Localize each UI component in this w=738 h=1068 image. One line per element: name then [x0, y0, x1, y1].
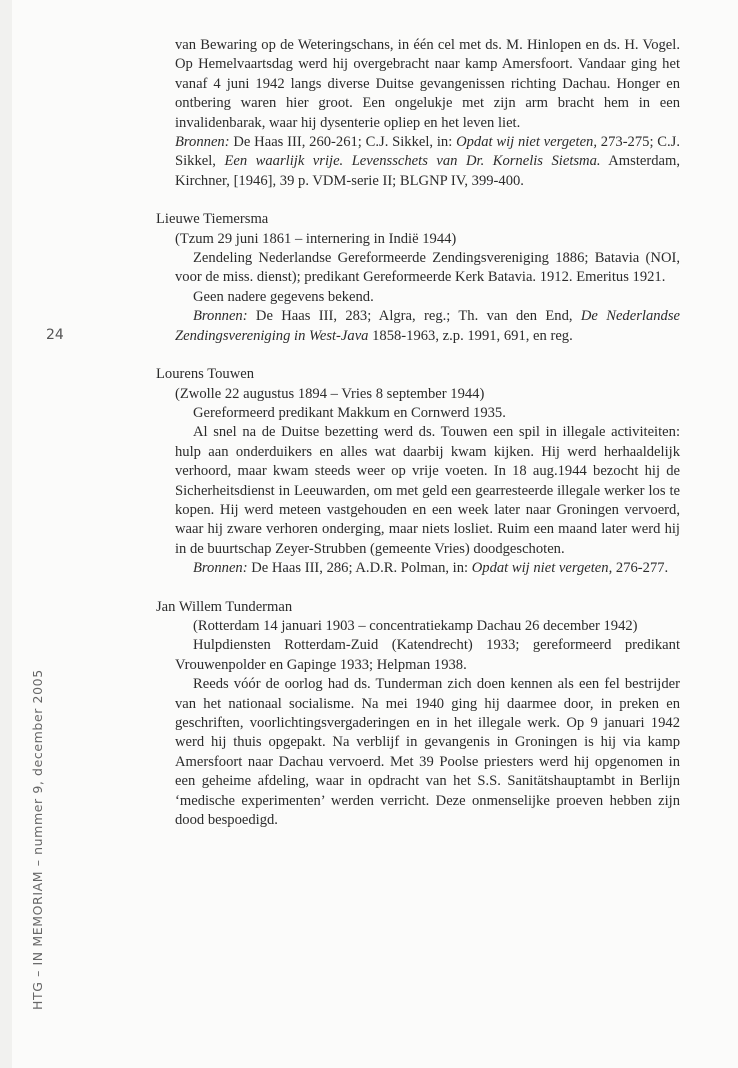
sources-part: 273-275; C.J. Sikkel,: [175, 134, 680, 170]
sources-part: Opdat wij niet vergeten,: [456, 134, 598, 151]
sources-part: Opdat wij niet vergeten,: [471, 560, 613, 577]
intro-paragraph: van Bewaring op de Weteringschans, in één cel met ds. M. Hinlopen en ds. H. Vogel. Op Hemelvaartsdag werd hij overgebracht naar kamp Amersfoort. Vandaar ging het vanaf 4 juni 1942 langs diverse Duitse gevangenissen richting Dachau. Honger en ontbering waren hier groot. Een ongelukje met zijn arm bracht hem in een invalidenbarak, waar hij dysenterie opliep en het leven liet.: [175, 37, 680, 131]
entry-career: Hulpdiensten Rotterdam-Zuid (Katendrecht) 1933; gereformeerd predikant Vrouwenpolder en Gapinge 1933; Helpman 1938.: [175, 637, 680, 673]
sources-part: Amsterdam, Kirchner, [1946], 39 p. VDM-serie II; BLGNP IV, 399-400.: [175, 153, 680, 189]
intro-continuation: [175, 36, 680, 191]
entry-sources: [175, 307, 680, 346]
sources-part: Een waarlijk vrije. Levensschets van Dr. Kornelis Sietsma.: [224, 153, 601, 170]
entry-touwen: [156, 365, 680, 578]
entry-career: Zendeling Nederlandse Gereformeerde Zendingsvereniging 1886; Batavia (NOI, voor de miss. dienst); predikant Gereformeerde Kerk Batavia. 1912. Emeritus 1921.: [175, 250, 680, 286]
sources-part: De Haas III, 286; A.D.R. Polman, in:: [247, 560, 472, 577]
entry-dates: (Zwolle 22 augustus 1894 – Vries 8 september 1944): [175, 385, 485, 402]
entry-career: Gereformeerd predikant Makkum en Cornwerd 1935.: [193, 404, 506, 421]
entry-sources: [175, 559, 680, 578]
intro-sources: [175, 133, 680, 191]
spine-running-title: HTG – IN MEMORIAM – nummer 9, december 2005: [30, 669, 45, 1010]
entry-name: Jan Willem Tunderman: [156, 598, 293, 615]
sources-part: De Haas III, 260-261; C.J. Sikkel, in:: [229, 134, 457, 151]
entry-dates: (Rotterdam 14 januari 1903 – concentratiekamp Dachau 26 december 1942): [193, 617, 638, 634]
entry-bio: Al snel na de Duitse bezetting werd ds. Touwen een spil in illegale activiteiten: hulp aan onderduikers en alles wat daarbij kwam kijken. Hij werd herhaaldelijk verhoord, maar kwam steeds weer op vrije voeten. In 18 aug.1944 bezocht hij de Sicherheitsdienst in Leeuwarden, om met geld een gearresteerde illegale werker los te kopen. Hij werd meteen vastgehouden en een week later naar Groningen vervoerd, waar hij zware verhoren onderging, maar niets losliet. Ruim een maand later werd hij in de buurtschap Zeyer-Strubben (gemeente Vries) doodgeschoten.: [175, 424, 680, 557]
entry-name: Lieuwe Tiemersma: [156, 211, 269, 228]
entry-note: Geen nadere gegevens bekend.: [193, 288, 374, 305]
entry-dates: (Tzum 29 juni 1861 – internering in Indië 1944): [175, 230, 457, 247]
page-number: 24: [46, 327, 64, 343]
entry-bio: Reeds vóór de oorlog had ds. Tunderman zich doen kennen als een fel bestrijder van het nationaal socialisme. Na mei 1940 ging hij daarmee door, in preken en geschriften, voorlichtingsvergaderingen en in het illegale werk. Op 9 januari 1942 werd hij thuis opgepakt. Na verblijf in gevangenis in Groningen is hij via kamp Amersfoort naar Dachau vervoerd. Met 39 Poolse priesters werd hij opgenomen in een geheime afdeling, waar in opdracht van het S.S. Sanitätshauptambt in Berlijn ‘medische experimenten’ werden verricht. Deze onmenselijke proeven hebben zijn dood bespoedigd.: [175, 676, 680, 829]
sources-label: Bronnen:: [175, 134, 230, 151]
entry-body: [175, 385, 680, 579]
entry-name: Lourens Touwen: [156, 366, 255, 383]
entry-tiemersma: [156, 210, 680, 346]
page-edge: [0, 0, 12, 1068]
sources-part: 276-277.: [612, 560, 669, 577]
sources-part: De Nederlandse Zendingsvereniging in West-Java: [175, 308, 680, 344]
entry-tunderman: [156, 598, 680, 831]
sources-label: Bronnen:: [193, 560, 248, 577]
sources-part: De Haas III, 283; Algra, reg.; Th. van den End,: [247, 308, 581, 325]
sources-label: Bronnen:: [193, 308, 248, 325]
sources-part: 1858-1963, z.p. 1991, 691, en reg.: [368, 327, 573, 344]
entry-body: [175, 230, 680, 346]
article-text: [156, 36, 680, 830]
entry-body: [175, 617, 680, 830]
